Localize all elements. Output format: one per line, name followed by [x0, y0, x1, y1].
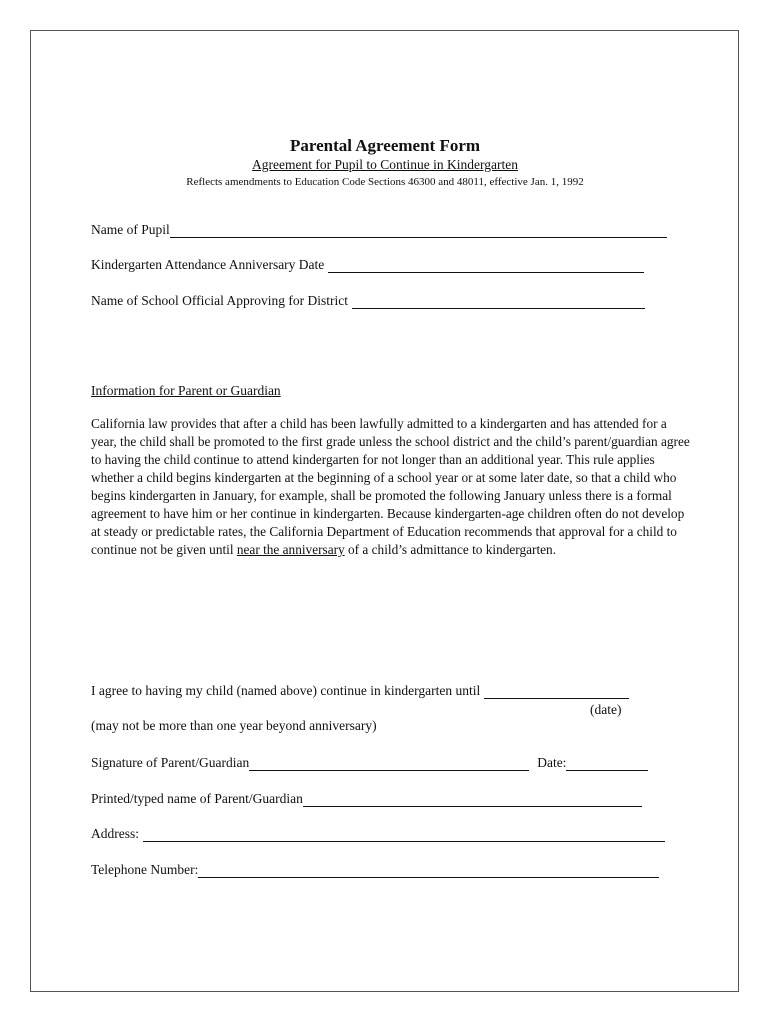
signature-row: [91, 755, 648, 771]
signature-date-label: Date:: [537, 755, 567, 770]
telephone-row: [91, 862, 659, 878]
signature-field[interactable]: [249, 758, 529, 771]
printed-name-row: [91, 791, 642, 807]
form-subtitle: Agreement for Pupil to Continue in Kindergarten: [252, 157, 518, 172]
address-field[interactable]: [143, 829, 665, 842]
anniversary-date-field[interactable]: [328, 260, 644, 273]
form-title: Parental Agreement Form: [289, 136, 481, 155]
info-heading: Information for Parent or Guardian: [91, 383, 281, 398]
address-label: Address:: [91, 826, 139, 841]
date-caption: (date): [590, 702, 622, 717]
official-name-field[interactable]: [352, 296, 645, 309]
agree-row: [91, 683, 629, 699]
telephone-field[interactable]: [198, 865, 659, 878]
limit-note: (may not be more than one year beyond anniversary): [91, 718, 377, 733]
official-label: Name of School Official Approving for District: [91, 293, 348, 308]
telephone-label: Telephone Number:: [91, 862, 199, 877]
pupil-name-row: [91, 222, 667, 238]
continue-until-date-field[interactable]: [484, 686, 629, 699]
info-text-underlined: near the anniversary: [236, 542, 345, 557]
info-text-start: California law provides that after a child has been lawfully admitted to a kindergarten and has attended for a year, the child shall be promoted to the first grade unless the school district and the child’s parent/guardian agree to having the child continue to attend kindergarten for not longer than an additional year. This rule applies whether a child begins kindergarten at the beginning of a school year or at some later date, so that a child who begins kindergarten in January, for example, shall be promoted the following January unless there is a formal agreement to have him or her continue in kindergarten. Because kindergarten-age children often do not develop at steady or predictable rates, the California Department of Education recommends that approval for a child to continue not be given until: [91, 416, 690, 557]
anniversary-label: Kindergarten Attendance Anniversary Date: [91, 257, 325, 272]
info-text-end: of a child’s admittance to kindergarten.: [344, 542, 557, 557]
anniversary-row: [91, 257, 644, 273]
printed-name-label: Printed/typed name of Parent/Guardian: [91, 791, 303, 806]
printed-name-field[interactable]: [303, 794, 642, 807]
address-row: [91, 826, 665, 842]
agree-label: I agree to having my child (named above) continue in kindergarten until: [91, 683, 481, 698]
signature-date-field[interactable]: [566, 758, 648, 771]
pupil-name-label: Name of Pupil: [91, 222, 170, 237]
info-paragraph: [91, 415, 691, 559]
pupil-name-field[interactable]: [170, 225, 667, 238]
signature-label: Signature of Parent/Guardian: [91, 755, 250, 770]
form-note: Reflects amendments to Education Code Sections 46300 and 48011, effective Jan. 1, 1992: [186, 176, 584, 188]
official-row: [91, 293, 645, 309]
